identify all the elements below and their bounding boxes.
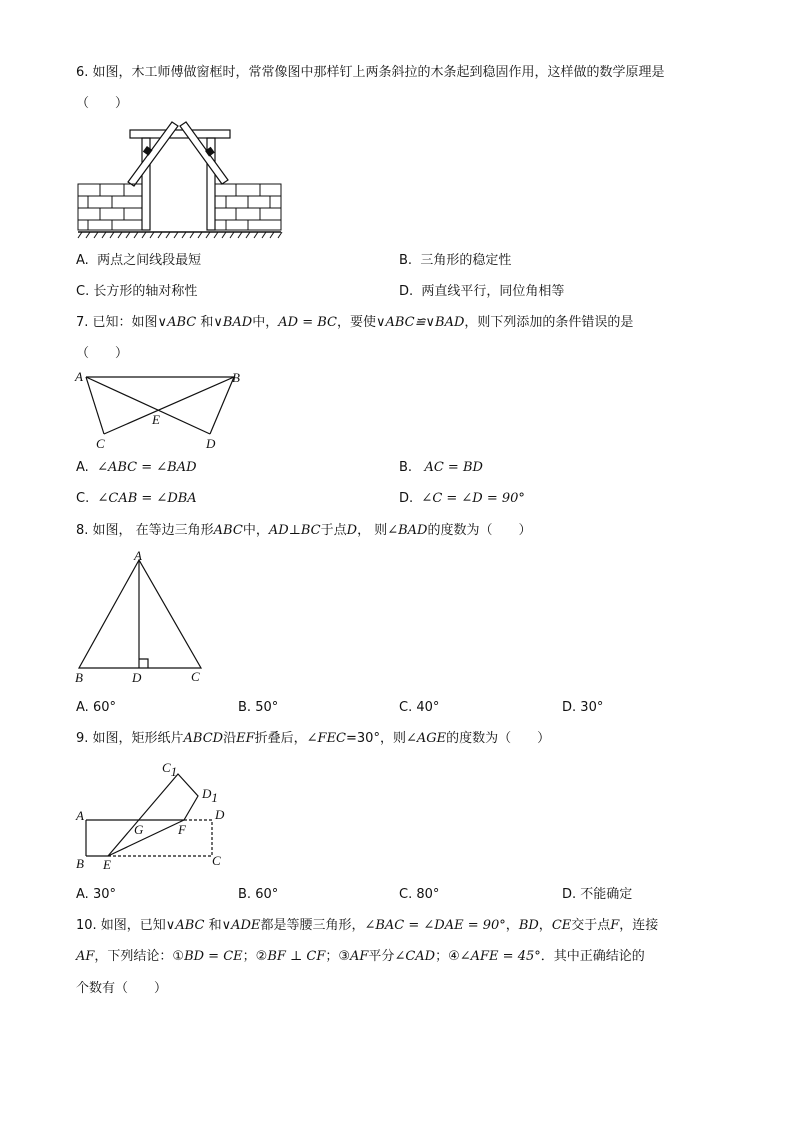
q9-label-c1: C1 xyxy=(162,760,178,779)
q8-label-c: C xyxy=(191,669,200,684)
q6-option-b[interactable]: B. 三角形的稳定性 xyxy=(399,253,512,268)
q9-option-a[interactable]: A. 30° xyxy=(76,887,116,902)
q7-label-b: B xyxy=(232,370,240,385)
q9-label-d1: D1 xyxy=(202,786,218,805)
q7-option-b[interactable]: B. AC = BD xyxy=(399,460,483,475)
q6-option-c[interactable]: C. 长方形的轴对称性 xyxy=(76,284,198,299)
q7-label-e: E xyxy=(152,412,160,427)
q9-stem: 9. 如图，矩形纸片ABCD沿EF折叠后，∠FEC=30°，则∠AGE的度数为（ ） xyxy=(76,731,551,746)
q8-label-d: D xyxy=(132,670,142,685)
q9-label-a: A xyxy=(76,808,84,823)
q9-label-c: C xyxy=(212,853,221,868)
q7-bowtie-figure xyxy=(74,368,254,451)
q7-option-c[interactable]: C. ∠CAB = ∠DBA xyxy=(76,491,197,506)
q7-option-a[interactable]: A. ∠ABC = ∠BAD xyxy=(76,460,197,475)
q8-option-d[interactable]: D. 30° xyxy=(562,700,604,715)
q10-stem-line3: 个数有（ ） xyxy=(76,981,168,996)
q9-label-g: G xyxy=(134,822,144,837)
q7-label-c: C xyxy=(96,436,105,451)
q7-paren: （ ） xyxy=(76,346,129,361)
q6-stem: 6. 如图，木工师傅做窗框时，常常像图中那样钉上两条斜拉的木条起到稳固作用，这样做的数学原理是 xyxy=(76,65,665,80)
q9-folded-rectangle-figure xyxy=(74,756,234,871)
q6-option-a[interactable]: A. 两点之间线段最短 xyxy=(76,253,202,268)
q8-stem: 8. 如图， 在等边三角形ABC中，AD⊥BC于点D， 则∠BAD的度数为（ ） xyxy=(76,523,532,538)
q8-triangle-figure xyxy=(74,548,214,683)
q10-stem-line2: AF，下列结论：①BD = CE；②BF ⊥ CF；③AF平分∠CAD；④∠AFE = 45°．其中正确结论的 xyxy=(76,949,645,964)
q9-option-b[interactable]: B. 60° xyxy=(238,887,279,902)
q9-label-f: F xyxy=(178,822,186,837)
q8-option-a[interactable]: A. 60° xyxy=(76,700,116,715)
q9-label-d: D xyxy=(215,807,225,822)
q10-stem-line1: 10. 如图，已知∨ABC 和∨ADE都是等腰三角形，∠BAC = ∠DAE = 90°，BD，CE交于点F，连接 xyxy=(76,918,659,933)
q9-option-c[interactable]: C. 80° xyxy=(399,887,440,902)
q7-label-d: D xyxy=(206,436,216,451)
q7-stem: 7. 已知：如图∨ABC 和∨BAD中，AD = BC，要使∨ABC≌∨BAD，则下列添加的条件错误的是 xyxy=(76,315,634,330)
q8-option-c[interactable]: C. 40° xyxy=(399,700,440,715)
q8-option-b[interactable]: B. 50° xyxy=(238,700,279,715)
q8-label-a: A xyxy=(134,548,142,563)
q6-window-frame-figure xyxy=(76,124,286,239)
q7-option-d[interactable]: D. ∠C = ∠D = 90° xyxy=(399,491,525,506)
q9-label-e: E xyxy=(103,857,111,872)
q9-label-b: B xyxy=(76,856,84,871)
q8-label-b: B xyxy=(75,670,83,685)
q6-option-d[interactable]: D. 两直线平行，同位角相等 xyxy=(399,284,565,299)
q7-label-a: A xyxy=(75,369,83,384)
q6-paren: （ ） xyxy=(76,96,129,111)
q9-option-d[interactable]: D. 不能确定 xyxy=(562,887,633,902)
